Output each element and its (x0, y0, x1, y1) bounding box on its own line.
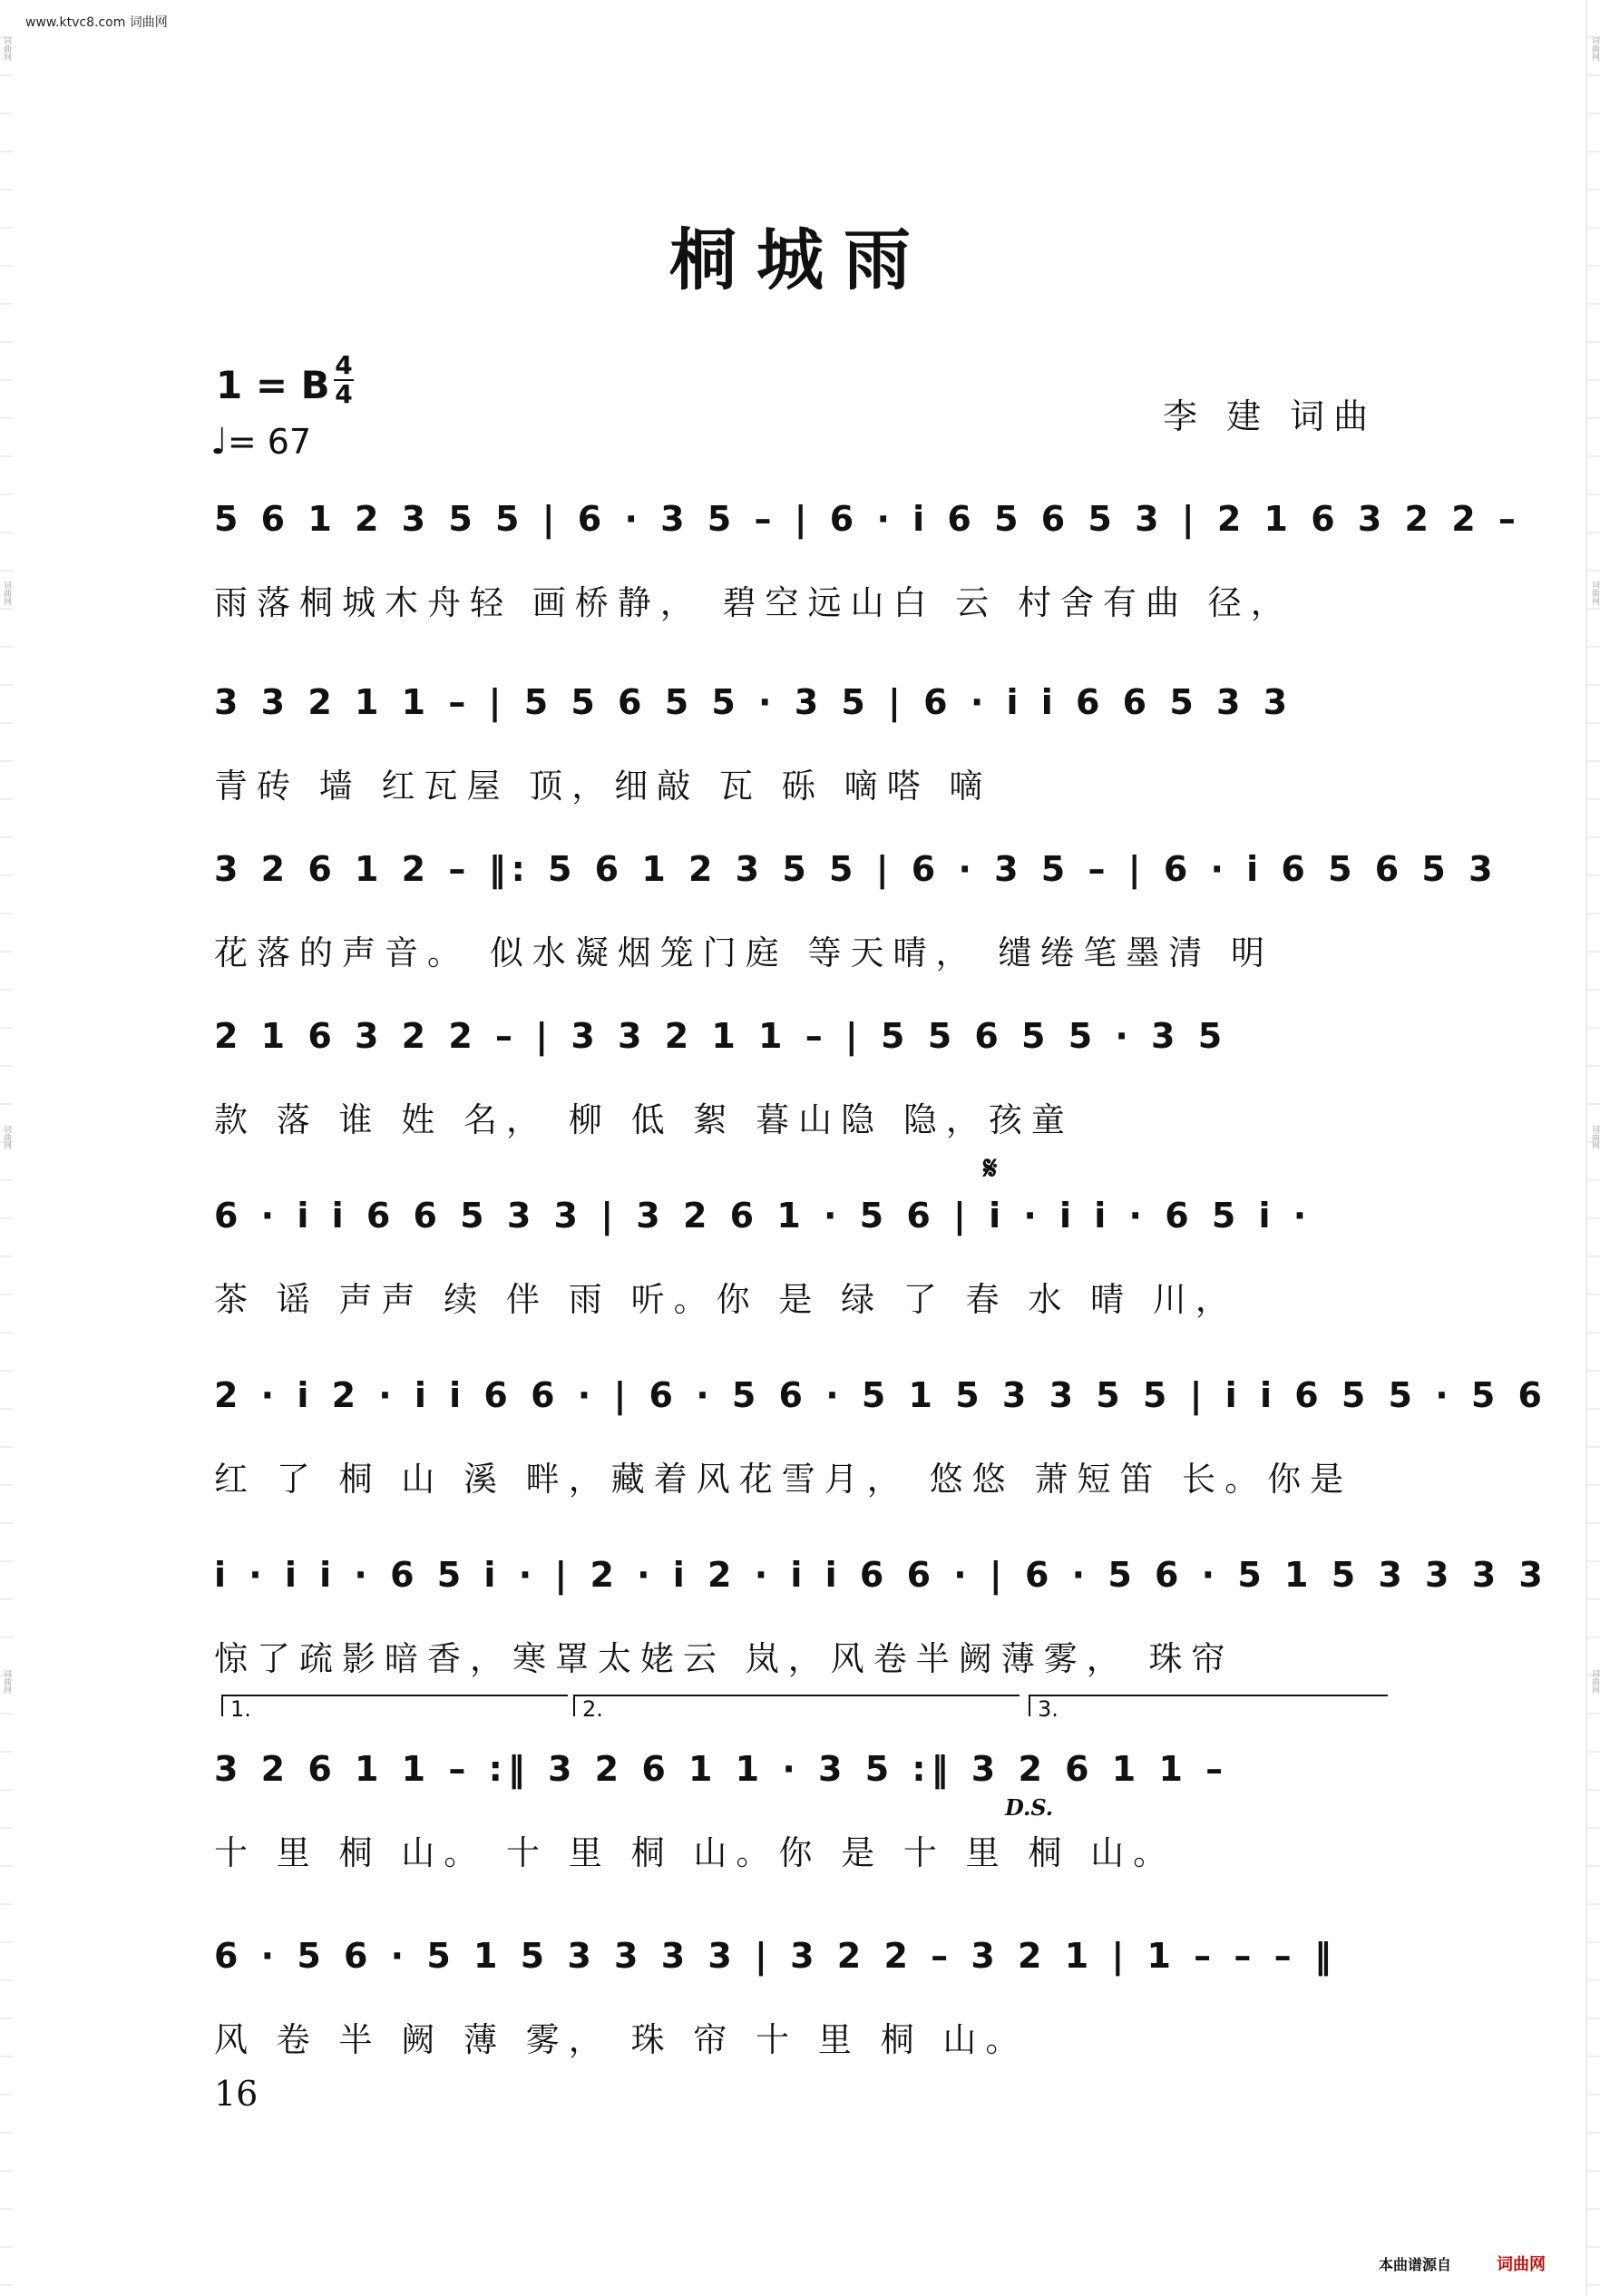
notation-line: 6 · 5 6 · 5 1 5 3 3 3 3 | 3 2 2 – 3 2 1 | 1 – – – ‖ (214, 1936, 1337, 1976)
lyrics-line: 惊了疏影暗香，寒罩太姥云 岚，风卷半阙薄雾， 珠帘 (214, 1639, 1234, 1678)
segno-sign: 𝄋 (983, 1150, 998, 1187)
notation-line: 2 1 6 3 2 2 – | 3 3 2 1 1 – | 5 5 6 5 5 · 3 5 (214, 1016, 1228, 1056)
notation-line: i · i i · 6 5 i · | 2 · i 2 · i i 6 6 · | 6 · 5 6 · 5 1 5 3 3 3 3 (214, 1555, 1548, 1595)
volta-2: 2. (573, 1695, 1020, 1716)
lyrics-line: 风 卷 半 阙 薄 雾， 珠 帘 十 里 桐 山。 (214, 2020, 1029, 2059)
notation-line: 3 2 6 1 1 – :‖ 3 2 6 1 1 · 3 5 :‖ 3 2 6 1 1 – (214, 1749, 1229, 1789)
edge-watermark: 词曲网 (2, 581, 11, 605)
edge-watermark: 词曲网 (2, 1125, 11, 1149)
right-edge-strip (1586, 0, 1600, 2296)
lyrics-line: 花落的声音。 似水凝烟笼门庭 等天晴， 缱绻笔墨清 明 (214, 933, 1274, 972)
lyrics-line: 青砖 墙 红瓦屋 顶，细敲 瓦 砾 嘀嗒 嘀 (214, 767, 992, 806)
edge-watermark: 词曲网 (1590, 1669, 1599, 1694)
quarter-note-icon: ♩ (210, 421, 228, 463)
page-number: 16 (214, 2074, 259, 2114)
edge-watermark: 词曲网 (2, 36, 11, 61)
time-signature-top: 4 (335, 350, 353, 380)
time-signature-bottom: 4 (335, 379, 353, 409)
edge-watermark: 词曲网 (1590, 36, 1599, 61)
footer-source-text: 本曲谱源自 (1379, 2256, 1452, 2273)
lyrics-line: 十 里 桐 山。 十 里 桐 山。你 是 十 里 桐 山。 (214, 1833, 1176, 1872)
time-signature (334, 350, 354, 409)
edge-watermark: 词曲网 (1590, 581, 1599, 605)
edge-watermark: 词曲网 (1590, 1125, 1599, 1149)
notation-line: 3 2 6 1 2 – ‖: 5 6 1 2 3 5 5 | 6 · 3 5 – | 6 · i 6 5 6 5 3 (214, 849, 1498, 889)
lyricist-composer: 李 建 词曲 (1163, 396, 1378, 436)
notation-line: 2 · i 2 · i i 6 6 · | 6 · 5 6 · 5 1 5 3 3 5 5 | i i 6 5 5 · 5 6 (214, 1375, 1547, 1415)
edge-watermark: 词曲网 (2, 1669, 11, 1694)
tempo-value: = 67 (227, 422, 312, 462)
notation-line: 3 3 2 1 1 – | 5 5 6 5 5 · 3 5 | 6 · i i 6 6 5 3 3 (214, 682, 1293, 722)
notation-line: 6 · i i 6 6 5 3 3 | 3 2 6 1 · 5 6 | i · i i · 6 5 i · (214, 1196, 1312, 1236)
left-edge-strip (0, 0, 13, 2296)
key-signature: 1 = B (216, 363, 330, 407)
footer-site-link[interactable]: 词曲网 (1497, 2255, 1546, 2274)
lyrics-line: 款 落 谁 姓 名， 柳 低 絮 暮山隐 隐，孩童 (214, 1100, 1074, 1139)
song-title: 桐城雨 (669, 221, 931, 299)
volta-1: 1. (221, 1695, 568, 1716)
dal-segno-marking: D.S. (1005, 1794, 1054, 1821)
tempo-marking (210, 421, 311, 463)
lyrics-line: 红 了 桐 山 溪 畔，藏着风花雪月， 悠悠 萧短笛 长。你是 (214, 1460, 1353, 1499)
lyrics-line: 茶 谣 声声 续 伴 雨 听。你 是 绿 了 春 水 晴 川， (214, 1280, 1238, 1319)
volta-3: 3. (1029, 1695, 1388, 1716)
site-header-link[interactable]: www.ktvc8.com 词曲网 (25, 15, 168, 30)
lyrics-line: 雨落桐城木舟轻 画桥静， 碧空远山白 云 村舍有曲 径， (214, 583, 1293, 622)
notation-line: 5 6 1 2 3 5 5 | 6 · 3 5 – | 6 · i 6 5 6 5 3 | 2 1 6 3 2 2 – (214, 499, 1521, 539)
